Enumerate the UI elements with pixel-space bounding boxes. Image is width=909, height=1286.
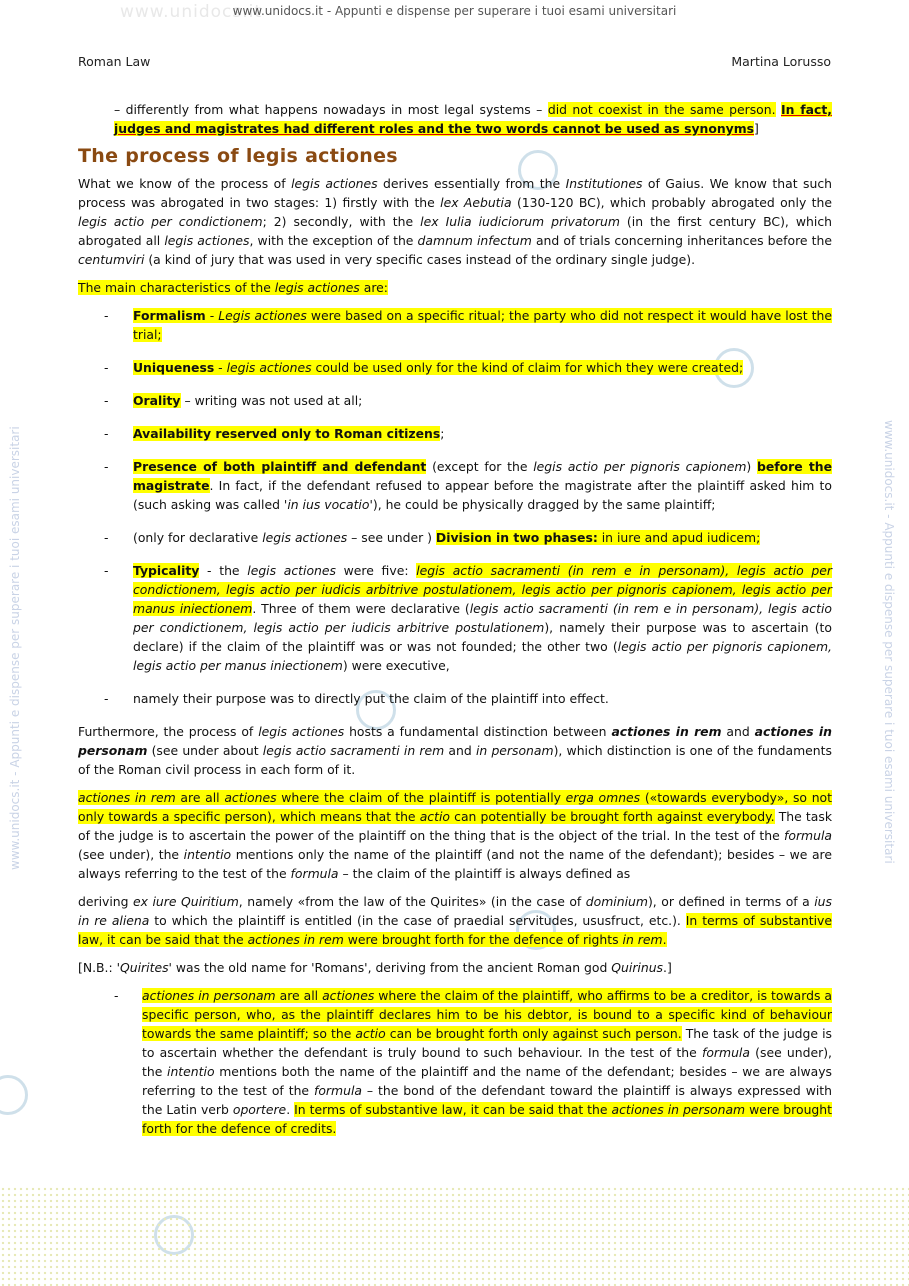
intro-paragraph: – differently from what happens nowadays in most legal systems – did not coexist in the same person. In fact, judges and magistrates had different roles and the two words cannot be used as synonyms]: [114, 102, 832, 136]
list-item: - actiones in personam are all actiones where the claim of the plaintiff, who affirms to be a creditor, is towards a specific person, who, as the plaintiff declares him to be his debtor, is bound to a specific kind of behaviour towards the same plaintiff; so the actio can be brought forth only against such person. The task of the judge is to ascertain whether the defendant is truly bound to such behaviour. In the test of the formula (see under), the intentio mentions both the name of the plaintiff and the name of the defendant; besides – we are always referring to the test of the formula – the bond of the defendant toward the plaintiff is always expressed with the Latin verb oportere. In terms of substantive law, it can be said that the actiones in personam were brought forth for the defence of credits.: [114, 988, 832, 1136]
list-item: - namely their purpose was to directly put the claim of the plaintiff into effect.: [104, 691, 609, 706]
list-item: - Formalism - Legis actiones were based on a specific ritual; the party who did not respect it would have lost the trial;: [104, 308, 832, 342]
top-watermark: [0, 2, 909, 22]
list-item: - Typicality - the legis actiones were five: legis actio sacramenti (in rem e in personam), legis actio per condictionem, legis actio per iudicis arbitrive postulationem, legis actio per pignoris capionem, legis actio per manus iniectionem. Three of them were declarative (legis actio sacramenti (in rem e in personam), legis actio per condictionem, legis actio per iudicis arbitrive postulationem), namely their purpose was to ascertain (to declare) if the claim of the plaintiff was or was not founded; the other two (legis actio per pignoris capionem, legis actio per manus iniectionem) were executive,: [104, 563, 832, 673]
paragraph-ius-quiritium: deriving ex iure Quiritium, namely «from the law of the Quirites» (in the case of dominium), or defined in terms of a ius in re aliena to which the plaintiff is entitled (in the case of praedial servitudes, ususfruct, etc.). In terms of substantive law, it can be said that the actiones in rem were brought forth for the defence of rights in rem.: [78, 894, 833, 947]
list-item: - Presence of both plaintiff and defendant (except for the legis actio per pignoris capionem) before the magistrate. In fact, if the defendant refused to appear before the magistrate after the plaintiff asked him to (such asking was called 'in ius vocatio'), he could be physically dragged by the same plaintiff;: [104, 459, 832, 512]
top-watermark-text: www.unidocs.it - Appunti e dispense per superare i tuoi esami universitari: [232, 4, 677, 18]
section-heading: The process of legis actiones: [78, 145, 398, 167]
ghost-watermark: www.unidocs.it: [120, 2, 263, 22]
paragraph-characteristics-intro: The main characteristics of the legis actiones are:: [78, 280, 388, 295]
dotted-footer-pattern: [0, 1186, 909, 1286]
characteristics-list: [78, 306, 832, 708]
paragraph-nb: [N.B.: 'Quirites' was the old name for 'Romans', deriving from the ancient Roman god Quirinus.]: [78, 960, 672, 975]
paragraph-distinction: Furthermore, the process of legis actiones hosts a fundamental distinction between actiones in rem and actiones in personam (see under about legis actio sacramenti in rem and in personam), which distinction is one of the fundaments of the Roman civil process in each form of it.: [78, 724, 832, 777]
list-item: - Availability reserved only to Roman citizens;: [104, 426, 445, 441]
list-item: - Orality – writing was not used at all;: [104, 393, 363, 408]
paragraph-actiones-in-rem: actiones in rem are all actiones where the claim of the plaintiff is potentially erga omnes («towards everybody», so not only towards a specific person), which means that the actio can potentially be brought forth against everybody. The task of the judge is to ascertain the power of the plaintiff on the thing that is the object of the trial. In the test of the formula (see under), the intentio mentions only the name of the plaintiff (and not the name of the defendant); besides – we are always referring to the test of the formula – the claim of the plaintiff is always defined as: [78, 790, 833, 881]
list-item: - Uniqueness - legis actiones could be used only for the kind of claim for which they were created;: [104, 360, 744, 375]
paragraph-history: What we know of the process of legis actiones derives essentially from the Institutiones of Gaius. We know that such process was abrogated in two stages: 1) firstly with the lex Aebutia (130-120 BC), which probably abrogated only the legis actio per condictionem; 2) secondly, with the lex Iulia iudiciorum privatorum (in the first century BC), which abrogated all legis actiones, with the exception of the damnum infectum and of trials concerning inheritances before the centumviri (a kind of jury that was used in very specific cases instead of the ordinary single judge).: [78, 176, 832, 267]
list-item: - (only for declarative legis actiones – see under ) Division in two phases: in iure and apud iudicem;: [104, 530, 761, 545]
actiones-in-personam-list: [78, 986, 832, 1138]
right-side-watermark: www.unidocs.it - Appunti e dispense per superare i tuoi esami universitari: [882, 420, 896, 864]
unidocs-logo-icon: [0, 1075, 28, 1115]
header-author: Martina Lorusso: [731, 54, 831, 69]
header-title: Roman Law: [78, 54, 151, 69]
left-side-watermark: www.unidocs.it - Appunti e dispense per superare i tuoi esami universitari: [8, 426, 22, 870]
page-content: [78, 100, 832, 1152]
